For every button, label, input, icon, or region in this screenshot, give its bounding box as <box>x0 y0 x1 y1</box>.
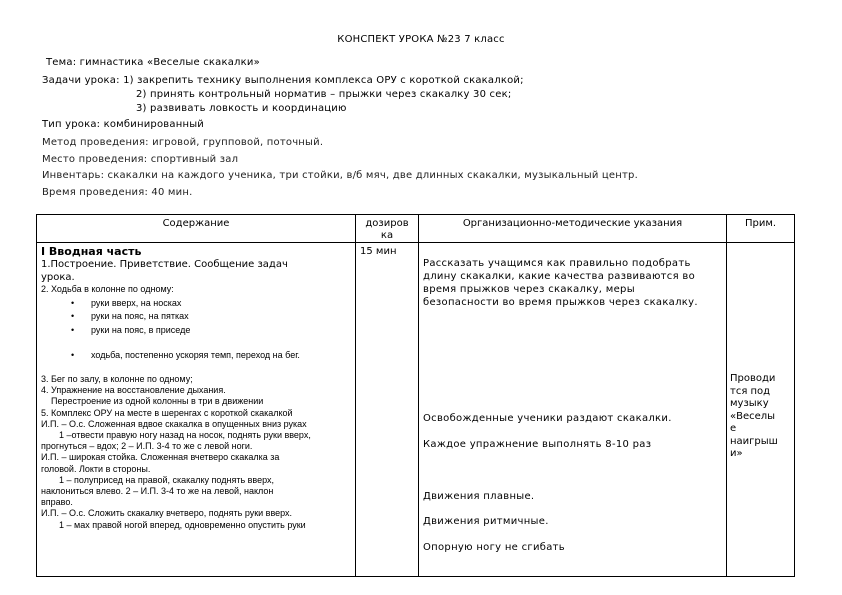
content-line: вправо. <box>41 497 73 508</box>
org-line: Опорную ногу не сгибать <box>423 542 565 553</box>
content-line: 5. Комплекс ОРУ на месте в шеренгах с короткой скакалкой <box>41 407 293 418</box>
content-line: 3. Бег по залу, в колонне по одному; <box>41 374 193 385</box>
content-line: наклониться влево. 2 – И.П. 3-4 то же на левой, наклон <box>41 486 274 497</box>
content-line: И.П. – О.с. Сложить скакалку вчетверо, поднять руки вверх. <box>41 508 293 519</box>
org-line: Рассказать учащимся как правильно подобрать <box>423 258 691 269</box>
content-cell <box>37 243 356 577</box>
list-item: • ходьба, постепенно ускоряя темп, переход на бег. <box>71 350 355 361</box>
lesson-tasks-1: Задачи урока: 1) закрепить технику выполнения комплекса ОРУ с короткой скакалкой; <box>42 75 524 86</box>
lesson-method: Метод проведения: игровой, групповой, поточный. <box>42 137 324 148</box>
org-line: Освобожденные ученики раздают скакалки. <box>423 413 672 424</box>
table-row <box>37 243 795 577</box>
lesson-tasks-2: 2) принять контрольный норматив – прыжки через скакалку 30 сек; <box>136 89 512 100</box>
org-line: Каждое упражнение выполнять 8-10 раз <box>423 439 652 450</box>
note-text: Проводи тся под музыку «Веселы е наигрыш и» <box>730 373 778 459</box>
org-cell <box>419 243 727 577</box>
org-line: безопасности во время прыжков через скакалку. <box>423 297 698 308</box>
lesson-inventory: Инвентарь: скакалки на каждого ученика, три стойки, в/б мяч, две длинных скакалки, музыкальный центр. <box>42 170 638 181</box>
content-line: И.П. – широкая стойка. Сложенная вчетверо скакалка за <box>41 452 280 463</box>
lesson-plan-table <box>36 214 795 577</box>
content-line: урока. <box>41 272 75 283</box>
table-header-row <box>37 215 795 243</box>
org-line: Движения ритмичные. <box>423 516 549 527</box>
content-line: 4. Упражнение на восстановление дыхания. <box>41 385 226 396</box>
lesson-type: Тип урока: комбинированный <box>42 119 204 130</box>
org-line: Движения плавные. <box>423 491 535 502</box>
org-line: время прыжков через скакалку, меры <box>423 284 635 295</box>
list-item: • руки на пояс, на пятках <box>71 311 355 322</box>
header-notes: Прим. <box>727 215 795 243</box>
content-line: головой. Локти в стороны. <box>41 463 151 474</box>
content-line: Перестроение из одной колонны в три в движении <box>51 396 264 407</box>
lesson-tasks-3: 3) развивать ловкость и координацию <box>136 103 347 114</box>
lesson-topic: Тема: гимнастика «Веселые скакалки» <box>46 57 260 68</box>
header-content: Содержание <box>37 215 356 243</box>
content-line: 1 – мах правой ногой вперед, одновременно опустить руки <box>59 519 306 530</box>
dose-cell <box>356 243 419 577</box>
lesson-place: Место проведения: спортивный зал <box>42 154 239 165</box>
document-title: КОНСПЕКТ УРОКА №23 7 класс <box>337 34 505 45</box>
header-dose: дозиров ка <box>356 215 419 243</box>
content-line: 1 –отвести правую ногу назад на носок, поднять руки вверх, <box>59 430 311 441</box>
content-line: 2. Ходьба в колонне по одному: <box>41 284 174 294</box>
content-line: 1 – полуприсед на правой, скакалку поднять вверх, <box>59 474 275 485</box>
content-line: прогнуться – вдох; 2 – И.П. 3-4 то же с левой ноги. <box>41 441 253 452</box>
list-item: • руки на пояс, в приседе <box>71 325 355 336</box>
content-line: 1.Построение. Приветствие. Сообщение задач <box>41 259 288 270</box>
dose-intro: 15 мин <box>360 246 397 257</box>
lesson-duration: Время проведения: 40 мин. <box>42 187 193 198</box>
section-title: I Вводная часть <box>41 245 142 258</box>
list-item: • руки вверх, на носках <box>71 298 355 309</box>
content-line: И.П. – О.с. Сложенная вдвое скакалка в опущенных вниз руках <box>41 418 307 429</box>
header-org-instructions: Организационно-методические указания <box>419 215 727 243</box>
org-line: длину скакалки, какие качества развиваются во <box>423 271 696 282</box>
note-cell <box>727 243 795 577</box>
